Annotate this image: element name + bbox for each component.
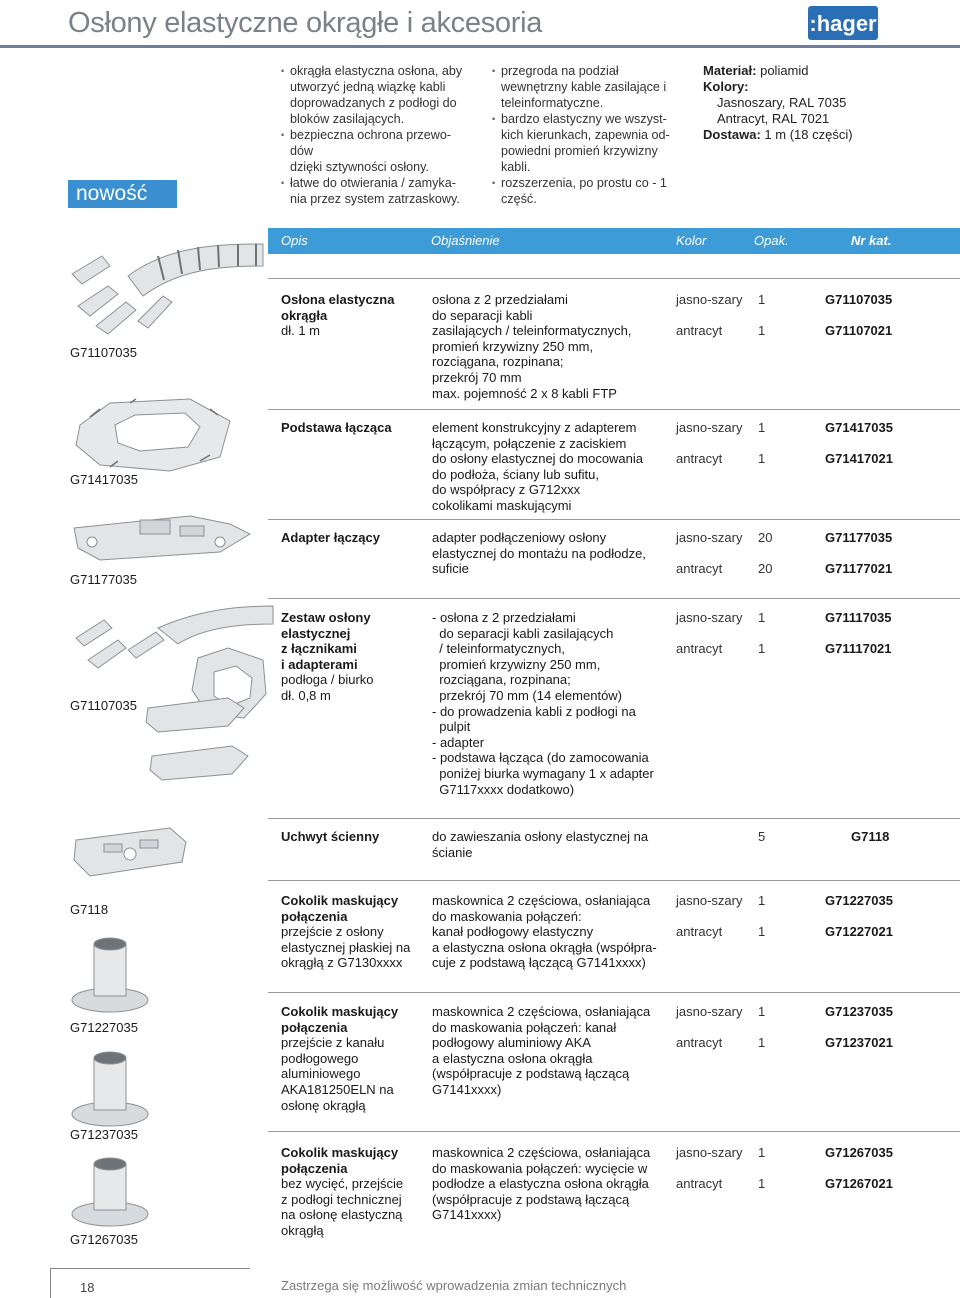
table-header	[268, 228, 960, 254]
variant-color: antracyt	[676, 924, 723, 939]
row-separator	[268, 992, 960, 993]
description-line: łączącym, połączenie z zaciskiem	[432, 435, 627, 451]
feature-line: • bardzo elastyczny we wszyst-	[492, 111, 692, 127]
variant-pack: 1	[758, 1145, 766, 1160]
feature-line: część.	[501, 192, 537, 206]
description-line: do osłony elastycznej do mocowania	[432, 451, 644, 467]
product-image-label: G71417035	[70, 472, 138, 487]
kit-image	[68, 598, 278, 788]
row-separator	[268, 519, 960, 520]
feature-line: doprowadzanych z podłogi do	[290, 96, 457, 110]
variant-color: jasno-szary	[676, 893, 743, 908]
product-name-bold-line: Cokolik maskujący	[281, 1004, 399, 1019]
product-description	[432, 420, 672, 514]
description-line: - osłona z 2 przedziałami	[432, 610, 576, 625]
description-line: kanał podłogowy elastyczny	[432, 924, 594, 940]
product-name-line: AKA181250ELN na	[281, 1081, 394, 1097]
variant-catalog-number: G71107035	[825, 292, 893, 307]
description-line: do maskowania połączeń: wycięcie w	[432, 1160, 648, 1176]
variant-catalog-number: G71267035	[825, 1145, 893, 1160]
col-nrkat: Nr kat.	[851, 233, 892, 248]
material-block	[703, 63, 943, 143]
product-name-line: podłogowego	[281, 1050, 359, 1066]
description-line: cuje z podstawą łączącą G7141xxxx)	[432, 955, 646, 971]
sleeve-image	[68, 236, 268, 336]
description-line: zasilających / teleinformatycznych,	[432, 323, 632, 339]
variant-catalog-number: G71227035	[825, 893, 893, 908]
description-line: elastycznej do montażu na podłodze,	[432, 545, 646, 561]
description-line: osłona z 2 przedziałami	[432, 292, 568, 307]
variant-catalog-number: G71237035	[825, 1004, 893, 1019]
feature-line: dów	[290, 144, 314, 158]
product-description	[432, 829, 672, 860]
variant-pack: 5	[758, 829, 766, 844]
collar-image-3	[70, 1150, 150, 1230]
variant-color: antracyt	[676, 1176, 723, 1191]
description-line: ścianie	[432, 844, 473, 860]
variant-catalog-number: G71117035	[825, 610, 892, 625]
variant-color: jasno-szary	[676, 1004, 743, 1019]
features-col-2	[492, 63, 692, 207]
description-line: cokolikami maskującymi	[432, 497, 572, 513]
product-name	[281, 610, 421, 704]
variant-catalog-number: G71227021	[825, 924, 893, 939]
variant-pack: 20	[758, 561, 773, 576]
variant-pack: 1	[758, 1004, 766, 1019]
product-name-bold-line: połączenia	[281, 1019, 348, 1035]
product-name-bold-line: Zestaw osłony	[281, 610, 371, 625]
variant-color: jasno-szary	[676, 420, 743, 435]
description-line: do maskowania połączeń:	[432, 908, 582, 924]
wall-bracket-image	[70, 822, 190, 882]
product-name-line: elastycznej płaskiej na	[281, 939, 411, 955]
feature-line: • przegroda na podział	[492, 63, 692, 79]
feature-line: bloków zasilających.	[290, 112, 405, 126]
description-line: do współpracy z G712xxx	[432, 482, 581, 498]
page-title: Osłony elastyczne okrągłe i akcesoria	[68, 7, 543, 39]
product-name-line: osłonę okrągłą	[281, 1097, 366, 1113]
footer-divider-h	[50, 1268, 250, 1269]
new-badge: nowość	[68, 180, 177, 208]
product-name	[281, 1145, 421, 1239]
col-opis: Opis	[281, 233, 308, 248]
row-separator	[268, 880, 960, 881]
material-label: Materiał:	[703, 63, 757, 78]
product-name-line: dł. 0,8 m	[281, 687, 331, 703]
feature-line: utworzyć jedną wiązkę kabli	[290, 80, 446, 94]
variant-color: antracyt	[676, 323, 723, 338]
product-image-label: G7118	[70, 902, 109, 917]
product-name-line: aluminiowego	[281, 1066, 361, 1082]
product-name-line: okrągłą z G7130xxxx	[281, 955, 403, 971]
description-line: do podłoża, ściany lub sufitu,	[432, 466, 599, 482]
variant-color: antracyt	[676, 451, 723, 466]
description-line: do zawieszania osłony elastycznej na	[432, 829, 649, 844]
variant-catalog-number: G71177035	[825, 530, 893, 545]
description-line: G7141xxxx)	[432, 1207, 502, 1223]
variant-catalog-number: G71417035	[825, 420, 893, 435]
product-name-bold-line: Uchwyt ścienny	[281, 829, 380, 844]
page-number: 18	[80, 1280, 95, 1295]
product-name-line: bez wycięć, przejście	[281, 1176, 404, 1192]
product-image-label: G71237035	[70, 1127, 138, 1142]
description-line: promień krzywizny 250 mm,	[432, 656, 601, 672]
color-1: Jasnoszary, RAL 7035	[717, 95, 847, 110]
product-name-bold-line: Podstawa łącząca	[281, 420, 392, 435]
variant-color: jasno-szary	[676, 1145, 743, 1160]
variant-catalog-number: G7118	[851, 829, 890, 844]
collar-image-2	[70, 1040, 150, 1130]
feature-line: dzięki sztywności osłony.	[290, 160, 430, 174]
collar-image-1	[70, 926, 150, 1016]
product-name-line: podłoga / biurko	[281, 672, 374, 688]
product-description	[432, 1145, 672, 1223]
material-value: poliamid	[760, 63, 809, 78]
variant-pack: 1	[758, 641, 766, 656]
variant-color: antracyt	[676, 561, 723, 576]
product-name-bold-line: okrągła	[281, 307, 328, 323]
product-image-label: G71227035	[70, 1020, 138, 1035]
product-name-line: okrągłą	[281, 1222, 324, 1238]
description-line: do separacji kabli zasilających	[432, 625, 614, 641]
description-line: maskownica 2 częściowa, osłaniająca	[432, 1145, 651, 1160]
description-line: rozciągana, rozpinana;	[432, 672, 571, 688]
product-description	[432, 610, 672, 797]
description-line: rozciągana, rozpinana;	[432, 354, 564, 370]
description-line: max. pojemność 2 x 8 kabli FTP	[432, 385, 617, 401]
product-name	[281, 292, 421, 339]
description-line: (współpracuje z podstawą łączącą	[432, 1066, 630, 1082]
product-name-bold-line: połączenia	[281, 908, 348, 924]
product-description	[432, 530, 672, 577]
product-name-bold-line: Cokolik maskujący	[281, 893, 399, 908]
variant-catalog-number: G71107021	[825, 323, 893, 338]
variant-color: antracyt	[676, 641, 723, 656]
description-line: element konstrukcyjny z adapterem	[432, 420, 637, 435]
variant-catalog-number: G71417021	[825, 451, 893, 466]
row-separator	[268, 409, 960, 410]
description-line: - podstawa łącząca (do zamocowania	[432, 750, 649, 766]
row-separator	[268, 598, 960, 599]
product-image-label: G71107035	[70, 345, 137, 360]
feature-line: • łatwe do otwierania / zamyka-	[281, 175, 481, 191]
variant-pack: 1	[758, 1035, 766, 1050]
feature-line: kich kierunkach, zapewnia od-	[501, 128, 670, 142]
row-separator	[268, 818, 960, 819]
feature-line: • bezpieczna ochrona przewo-	[281, 127, 481, 143]
product-name-bold-line: Adapter łączący	[281, 530, 380, 545]
variant-pack: 1	[758, 451, 766, 466]
description-line: maskownica 2 częściowa, osłaniająca	[432, 1004, 651, 1019]
product-name-line: na osłonę elastyczną	[281, 1207, 403, 1223]
description-line: (współpracuje z podstawą łączącą	[432, 1191, 630, 1207]
product-name-line: przejście z kanału	[281, 1035, 385, 1051]
variant-catalog-number: G71267021	[825, 1176, 893, 1191]
product-name-bold-line: Cokolik maskujący	[281, 1145, 399, 1160]
description-line: podłogowy aluminiowy AKA	[432, 1035, 591, 1051]
product-description	[432, 893, 672, 971]
variant-catalog-number: G71117021	[825, 641, 892, 656]
description-line: suficie	[432, 561, 469, 577]
col-opak: Opak.	[754, 233, 789, 248]
variant-pack: 1	[758, 924, 766, 939]
variant-color: jasno-szary	[676, 292, 743, 307]
product-image-label: G71177035	[70, 572, 137, 587]
feature-line: wewnętrzny kable zasilające i	[501, 80, 667, 94]
description-line: pulpit	[432, 719, 471, 735]
product-description	[432, 292, 672, 401]
product-name-bold-line: i adapterami	[281, 656, 358, 672]
product-description	[432, 1004, 672, 1098]
variant-pack: 1	[758, 1176, 766, 1191]
feature-line: powiedni promień krzywizny	[501, 144, 658, 158]
product-name-bold-line: Osłona elastyczna	[281, 292, 395, 307]
color-2: Antracyt, RAL 7021	[717, 111, 830, 126]
variant-color: antracyt	[676, 1035, 723, 1050]
variant-catalog-number: G71237021	[825, 1035, 893, 1050]
delivery-value: 1 m (18 części)	[764, 127, 853, 142]
hager-logo-icon	[808, 6, 878, 40]
description-line: adapter podłączeniowy osłony	[432, 530, 607, 545]
description-line: do separacji kabli	[432, 307, 533, 323]
product-name-bold-line: połączenia	[281, 1160, 348, 1176]
product-name-bold-line: z łącznikami	[281, 641, 357, 657]
product-name	[281, 829, 421, 845]
row-separator	[268, 1131, 960, 1132]
variant-catalog-number: G71177021	[825, 561, 893, 576]
variant-pack: 1	[758, 610, 766, 625]
product-name	[281, 1004, 421, 1113]
description-line: przekrój 70 mm	[432, 369, 522, 385]
description-line: - do prowadzenia kabli z podłogi na	[432, 703, 636, 719]
description-line: do maskowania połączeń: kanał	[432, 1019, 617, 1035]
product-name-line: dł. 1 m	[281, 323, 321, 339]
adapter-image	[70, 506, 270, 566]
footer-divider-v	[50, 1268, 51, 1298]
header-rule	[0, 45, 960, 48]
feature-line: nia przez system zatrzaskowy.	[290, 192, 460, 206]
feature-line: kabli.	[501, 160, 531, 174]
variant-color: jasno-szary	[676, 530, 743, 545]
product-name-bold-line: elastycznej	[281, 625, 351, 641]
description-line: a elastyczna osłona okrągła	[432, 1050, 593, 1066]
footer-note: Zastrzega się możliwość wprowadzenia zmian technicznych	[281, 1278, 627, 1293]
description-line: maskownica 2 częściowa, osłaniająca	[432, 893, 651, 908]
description-line: G7117xxxx dodatkowo)	[432, 781, 575, 797]
variant-pack: 20	[758, 530, 773, 545]
variant-pack: 1	[758, 420, 766, 435]
description-line: przekrój 70 mm (14 elementów)	[432, 687, 623, 703]
row-separator	[268, 278, 960, 279]
product-name	[281, 893, 421, 971]
col-kolor: Kolor	[676, 233, 707, 248]
variant-color: jasno-szary	[676, 610, 743, 625]
feature-line: • rozszerzenia, po prostu co - 1	[492, 175, 692, 191]
description-line: poniżej biurka wymagany 1 x adapter	[432, 765, 654, 781]
product-name	[281, 530, 421, 546]
description-line: - adapter	[432, 734, 485, 750]
feature-line: teleinformatyczne.	[501, 96, 604, 110]
feature-line: • okrągła elastyczna osłona, aby	[281, 63, 481, 79]
description-line: G7141xxxx)	[432, 1081, 502, 1097]
variant-pack: 1	[758, 323, 766, 338]
variant-pack: 1	[758, 292, 766, 307]
product-name-line: z podłogi technicznej	[281, 1191, 402, 1207]
product-name-line: przejście z osłony	[281, 924, 384, 940]
description-line: promień krzywizny 250 mm,	[432, 338, 594, 354]
col-objasnienie: Objaśnienie	[431, 233, 500, 248]
variant-pack: 1	[758, 893, 766, 908]
description-line: / teleinformatycznych,	[432, 641, 565, 657]
delivery-label: Dostawa:	[703, 127, 761, 142]
description-line: a elastyczna osłona okrągła (współpra-	[432, 939, 657, 955]
product-name	[281, 420, 421, 436]
features-col-1	[281, 63, 481, 207]
product-image-label: G71267035	[70, 1232, 138, 1247]
colors-label: Kolory:	[703, 79, 749, 94]
hager-logo	[808, 6, 878, 40]
description-line: podłodze a elastyczna osłona okrągła	[432, 1176, 649, 1192]
product-image-label: G71107035	[70, 698, 137, 713]
base-plate-image	[70, 395, 270, 475]
svg-text::hager: :hager	[809, 11, 877, 36]
